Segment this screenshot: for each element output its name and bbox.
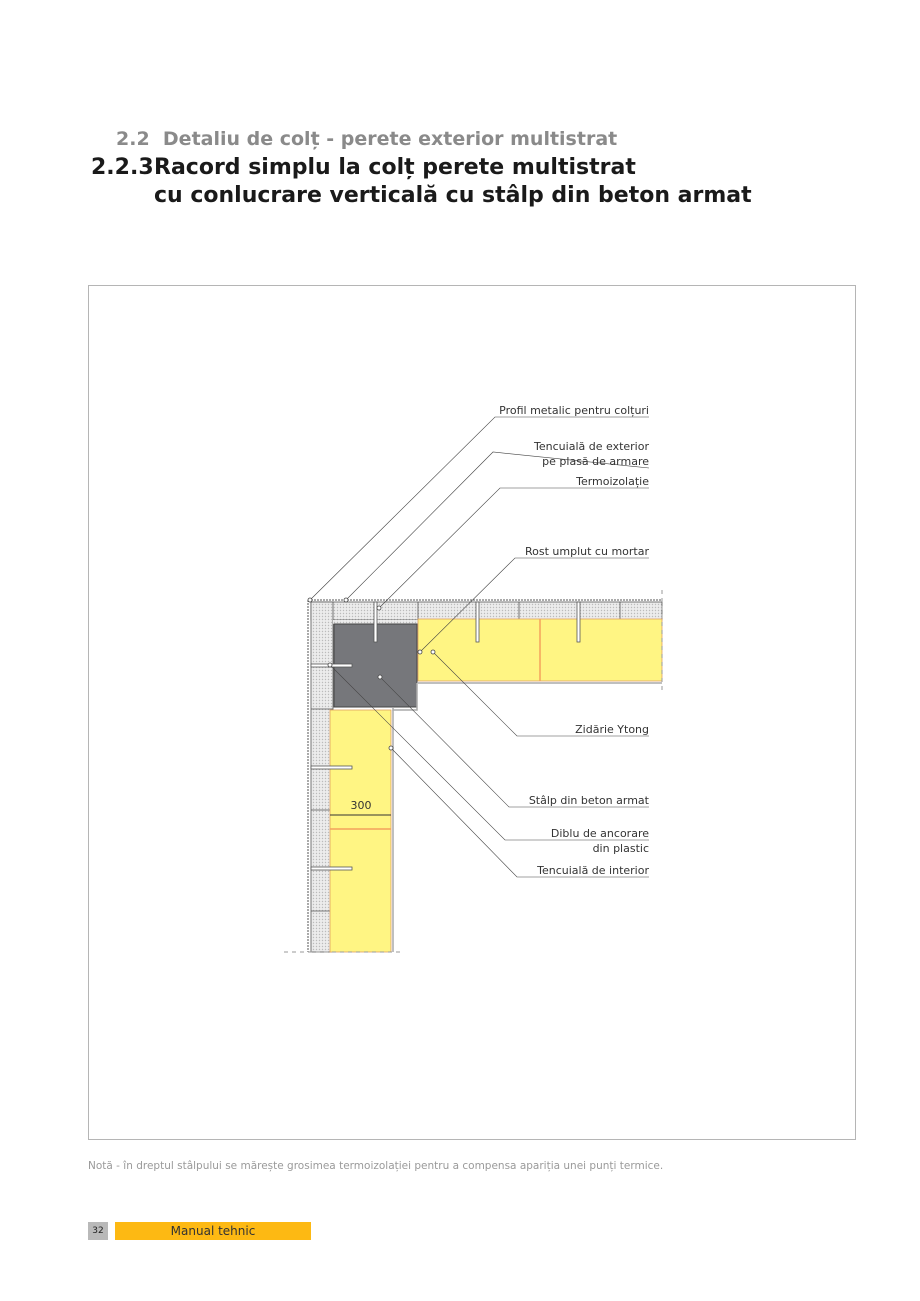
label-tencuiala-exterior-2: pe plasă de armare <box>542 455 649 468</box>
label-termoizolatie: Termoizolație <box>576 475 649 488</box>
label-rost: Rost umplut cu mortar <box>525 545 649 558</box>
label-diblu: Diblu de ancorare <box>550 827 649 840</box>
label-zidarie-ytong: Zidărie Ytong <box>575 723 649 736</box>
subsection-title-line2: cu conlucrare verticală cu stâlp din beton armat <box>154 183 752 208</box>
label-diblu-2: din plastic <box>592 842 649 855</box>
section-number: 2.2 <box>116 128 150 150</box>
page-number: 32 <box>88 1222 108 1240</box>
label-profil-metalic: Profil metalic pentru colțuri <box>499 404 649 417</box>
label-tencuiala-interior: Tencuială de interior <box>537 864 649 877</box>
note-text: Notă - în dreptul stâlpului se mărește grosimea termoizolației pentru a compensa apariția unei punți termice. <box>88 1160 664 1172</box>
section-title: Detaliu de colț - perete exterior multistrat <box>162 128 618 150</box>
subsection-title-line1: Racord simplu la colț perete multistrat <box>154 155 636 180</box>
label-stalp-beton: Stâlp din beton armat <box>528 794 649 807</box>
label-tencuiala-exterior: Tencuială de exterior <box>534 440 649 453</box>
subsection-number: 2.2.3 <box>91 155 154 180</box>
footer-title: Manual tehnic <box>115 1222 311 1240</box>
dimension-label: 300 <box>350 799 372 812</box>
